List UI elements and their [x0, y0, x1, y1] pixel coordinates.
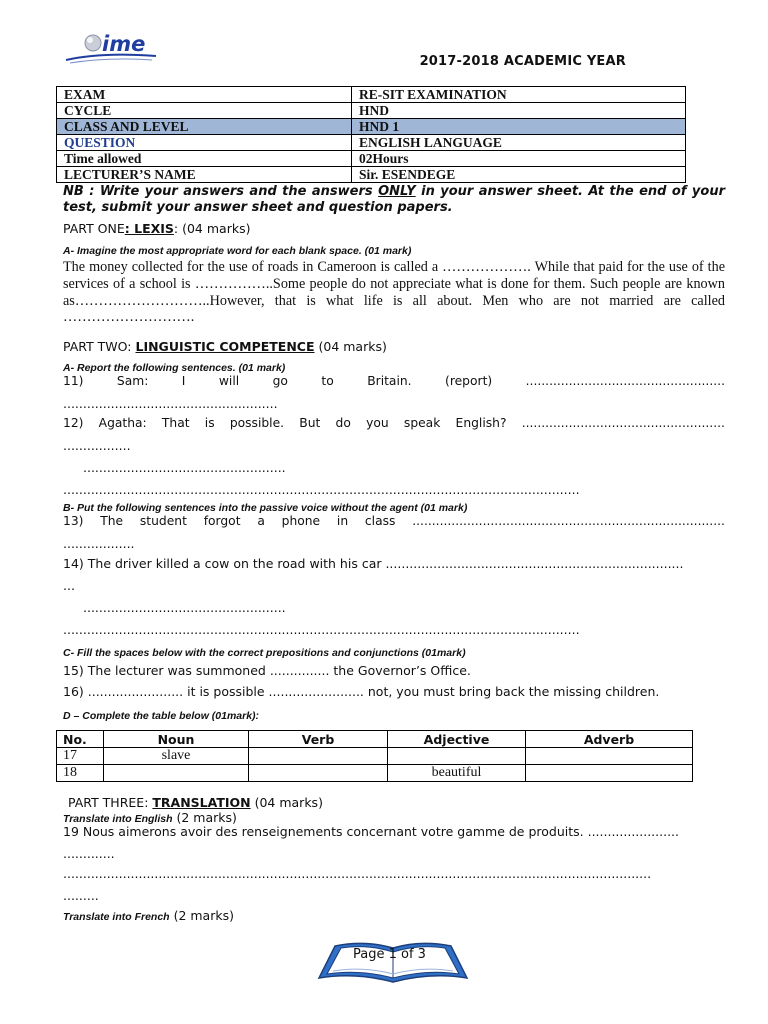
table-row	[57, 748, 693, 765]
q11-word: Sam:	[116, 374, 149, 388]
translate-into-french	[63, 908, 234, 923]
info-row-question	[57, 135, 686, 151]
nb-suffix: in your answer sheet. At the end of your test, submit your answer sheet and question papers.	[63, 184, 726, 215]
info-row-time	[57, 151, 686, 167]
info-value: RE-SIT EXAMINATION	[352, 87, 686, 103]
question-19: 19 Nous aimerons avoir des renseignements concernant votre gamme de produits. .......................	[63, 824, 679, 839]
nb-instructions	[63, 184, 725, 216]
part-two-a-instruction: A- Report the following sentences. (01 mark)	[63, 362, 286, 374]
q13-word: forgot	[203, 514, 241, 528]
question-13	[63, 514, 725, 528]
cell-noun	[104, 765, 249, 782]
translate-english-label: Translate into English	[63, 813, 173, 825]
q13-word: phone	[281, 514, 321, 528]
info-row-class-level	[57, 119, 686, 135]
page-number: Page 1 of 3	[353, 947, 426, 962]
q11-word: to	[321, 374, 334, 388]
q12-word: is	[204, 416, 215, 430]
q12-answer-line-2: ...................................................	[83, 460, 286, 475]
cell-adjective: beautiful	[388, 765, 526, 782]
question-16: 16) ........................ it is possible ........................ not, you must bring back the missing children.	[63, 684, 660, 699]
q19-answer-continuation: .............	[63, 846, 115, 861]
q12-answer-continuation: .................	[63, 438, 131, 453]
q11-word: go	[272, 374, 288, 388]
cell-adverb	[526, 748, 693, 765]
part-two-b-instruction: B- Put the following sentences into the passive voice without the agent (01 mark)	[63, 502, 468, 514]
part-two-marks: (04 marks)	[314, 339, 387, 354]
question-12	[63, 416, 725, 430]
q14-answer-continuation: ...	[63, 578, 75, 593]
translate-french-marks: (2 marks)	[169, 908, 234, 923]
part-one-marks: : (04 marks)	[173, 221, 251, 236]
q14-answer-line-3: ..................................................................................................................................	[63, 622, 580, 637]
col-header-verb: Verb	[249, 731, 388, 748]
q13-answer-continuation: ..................	[63, 536, 135, 551]
question-15: 15) The lecturer was summoned ............... the Governor’s Office.	[63, 663, 471, 678]
info-value: Sir. ESENDEGE	[352, 167, 686, 183]
part-two-d-instruction: D – Complete the table below (01mark):	[63, 710, 260, 722]
cell-no: 17	[57, 748, 104, 765]
cell-adjective	[388, 748, 526, 765]
q12-word: Agatha:	[98, 416, 147, 430]
q11-answer-continuation: ......................................................	[63, 396, 278, 411]
q13-word: a	[257, 514, 265, 528]
logo-text: ime	[102, 32, 146, 56]
q12-word: speak	[403, 416, 441, 430]
q13-word: 13)	[63, 514, 84, 528]
page-number-book	[313, 938, 473, 986]
question-14: 14) The driver killed a cow on the road with his car ...........................................................................	[63, 556, 684, 571]
info-label: Time allowed	[57, 151, 352, 167]
translate-french-label: Translate into French	[63, 911, 170, 923]
q19-answer-continuation-2: .........	[63, 888, 99, 903]
q11-word: (report)	[445, 374, 493, 388]
part-two-heading	[63, 339, 387, 354]
q12-answer-line-3: ..................................................................................................................................	[63, 482, 580, 497]
translate-into-english	[63, 810, 237, 825]
q13-answer-line: ................................................................................	[412, 514, 725, 528]
q12-word: English?	[455, 416, 507, 430]
q11-word: I	[181, 374, 186, 388]
info-label: CYCLE	[57, 103, 352, 119]
q12-word: 12)	[63, 416, 84, 430]
part-one-heading	[63, 221, 250, 236]
info-row-lecturer	[57, 167, 686, 183]
q14-answer-line-2: ...................................................	[83, 600, 286, 615]
q13-word: in	[336, 514, 349, 528]
q12-word: possible.	[229, 416, 285, 430]
col-header-adverb: Adverb	[526, 731, 693, 748]
exam-info-table	[56, 86, 686, 183]
part-three-heading	[68, 795, 323, 810]
q12-answer-line: ....................................................	[521, 416, 725, 430]
part-two-prefix: PART TWO:	[63, 339, 136, 354]
info-value: 02Hours	[352, 151, 686, 167]
col-header-noun: Noun	[104, 731, 249, 748]
col-header-adjective: Adjective	[388, 731, 526, 748]
q12-word: But	[299, 416, 321, 430]
part-two-title: LINGUISTIC COMPETENCE	[135, 339, 315, 354]
cell-verb	[249, 765, 388, 782]
part-one-title: : LEXIS	[124, 221, 174, 236]
info-label: CLASS AND LEVEL	[57, 119, 352, 135]
q11-word: will	[218, 374, 240, 388]
q11-word: Britain.	[367, 374, 412, 388]
cell-noun: slave	[104, 748, 249, 765]
open-book-icon	[313, 938, 473, 986]
q13-word: student	[139, 514, 187, 528]
info-row-exam	[57, 87, 686, 103]
col-header-no: No.	[57, 731, 104, 748]
q13-word: class	[364, 514, 396, 528]
part-three-title: TRANSLATION	[152, 795, 251, 810]
q12-word: do	[335, 416, 351, 430]
part-one-paragraph: The money collected for the use of roads in Cameroon is called a ………………. While that paid for the use of the services of a school is ……………..Some people do not appreciate what is done for them. Such people are known as………………………..However, that is what life is all about. Men who are not married are called ……………………….	[63, 259, 725, 326]
q11-answer-line: ...................................................	[525, 374, 725, 388]
cell-no: 18	[57, 765, 104, 782]
q12-word: you	[366, 416, 389, 430]
q11-word: 11)	[63, 374, 84, 388]
info-value: HND	[352, 103, 686, 119]
part-three-marks: (04 marks)	[250, 795, 323, 810]
info-label: LECTURER’S NAME	[57, 167, 352, 183]
info-label: EXAM	[57, 87, 352, 103]
nb-prefix: NB : Write your answers and the answers	[63, 184, 379, 199]
q12-word: That	[161, 416, 190, 430]
info-label: QUESTION	[57, 135, 352, 151]
part-two-c-instruction: C- Fill the spaces below with the correct prepositions and conjunctions (01mark)	[63, 647, 466, 659]
table-row	[57, 765, 693, 782]
q13-word: The	[100, 514, 124, 528]
cell-adverb	[526, 765, 693, 782]
info-value: ENGLISH LANGUAGE	[352, 135, 686, 151]
q19-answer-line-2: ....................................................................................................................................................	[63, 866, 652, 881]
institution-logo	[62, 30, 162, 70]
part-three-prefix: PART THREE:	[68, 795, 153, 810]
academic-year: 2017-2018 ACADEMIC YEAR	[419, 54, 626, 69]
nb-only: ONLY	[378, 184, 416, 199]
table-header-row	[57, 731, 693, 748]
question-11	[63, 374, 725, 388]
cell-verb	[249, 748, 388, 765]
info-row-cycle	[57, 103, 686, 119]
info-value: HND 1	[352, 119, 686, 135]
part-one-prefix: PART ONE	[63, 221, 125, 236]
translate-english-marks: (2 marks)	[172, 810, 237, 825]
part-one-a-instruction: A- Imagine the most appropriate word for each blank space. (01 mark)	[63, 245, 412, 257]
word-forms-table	[56, 730, 693, 782]
